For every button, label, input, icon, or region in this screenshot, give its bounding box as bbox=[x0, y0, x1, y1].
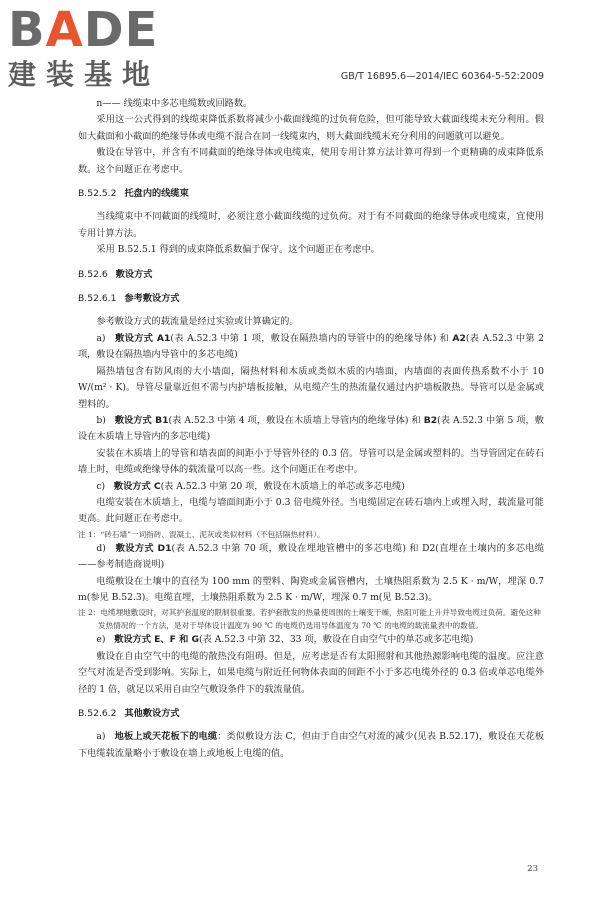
list-item bbox=[78, 413, 544, 446]
section-heading bbox=[78, 186, 544, 202]
brand-logo bbox=[8, 4, 198, 92]
section-heading bbox=[78, 291, 544, 307]
list-marker: d) bbox=[96, 542, 106, 554]
paragraph: 电缆安装在木质墙上，电缆与墙面间距小于 0.3 倍电缆外径。当电缆固定在砖石墙内上或埋入时，载流量可能更高。此问题正在考虑中。 bbox=[78, 496, 544, 525]
list-marker: a) bbox=[96, 731, 106, 743]
list-marker: e) bbox=[96, 634, 106, 646]
logo-letter: B bbox=[8, 2, 46, 58]
paragraph: 采用 B.52.5.1 得到的成束降低系数偏于保守。这个问题正在考虑中。 bbox=[96, 244, 380, 256]
paragraph: 隔热墙包含有防风雨的大小墙面，隔热材料和木质或类似木质的内墙面，内墙面的表面传热系数不小于 10 W/(m² · K)。导管尽量靠近但不需与内护墙板接触，从电缆产生的热流量仅通过内护墙板散热。导管可以是金属或塑料的。 bbox=[78, 365, 544, 410]
section-title: 敷设方式 bbox=[115, 268, 153, 280]
list-text: (表 A.52.3 中第 1 项，敷设在隔热墙内的导管中的的绝缘导体) 和 bbox=[170, 332, 453, 344]
method-name: 敷设方式 D1 bbox=[115, 542, 172, 554]
section-number: B.52.6.1 bbox=[78, 293, 117, 305]
section-heading bbox=[78, 267, 544, 283]
section-number: B.52.6 bbox=[78, 268, 108, 280]
method-name: 地板上或天花板下的电缆 bbox=[114, 731, 218, 743]
method-name: 敷设方式 A1 bbox=[115, 332, 171, 344]
list-item bbox=[78, 632, 544, 648]
paragraph: 敷设在导管中，并含有不同截面的绝缘导体或电缆束，使用专用计算方法计算可得到一个更精确的成束降低系数。这个问题正在考虑中。 bbox=[78, 147, 544, 175]
section-number: B.52.5.2 bbox=[78, 188, 117, 200]
method-name: 敷设方式 E、F 和 G bbox=[114, 634, 200, 646]
list-marker: c) bbox=[96, 480, 106, 492]
list-marker: b) bbox=[96, 414, 106, 426]
standard-number: GB/T 16895.6—2014/IEC 60364-5-52:2009 bbox=[340, 71, 544, 82]
list-item bbox=[78, 479, 544, 495]
page-number: 23 bbox=[527, 864, 538, 874]
method-name: 敷设方式 B1 bbox=[114, 414, 169, 426]
paragraph: 当线缆束中不同截面的线缆时，必须注意小截面线缆的过负荷。对于有不同截面的绝缘导体或电缆束，宜使用专用计算方法。 bbox=[78, 211, 544, 239]
list-text: (表 A.52.3 中第 5 项，敷设在木质墙上导管内的多芯电缆) bbox=[78, 414, 544, 443]
method-name: A2 bbox=[452, 332, 466, 344]
logo-letter-accent: A bbox=[45, 2, 84, 58]
section-title: 其他敷设方式 bbox=[124, 708, 180, 719]
note: 注 2：电缆埋地敷设时，对其护套温度的限制很重要。若护套散发的热量使周围的土壤变干燥，热阻可能上升并导致电缆过负荷。避免这种发热情况的一个方法，是对于导体设计温度为 90 ℃ 的电缆仍选用导体温度为 70 ℃ 的电缆的载流量表中的数值。 bbox=[78, 608, 541, 631]
list-item bbox=[78, 729, 544, 762]
list-text: (表 A.52.3 中第 4 项，敷设在木质墙上导管内的绝缘导体) 和 bbox=[168, 414, 424, 426]
document-body bbox=[78, 96, 544, 762]
list-text: (表 A.52.3 中第 32、33 项，敷设在自由空气中的单芯或多芯电缆) bbox=[199, 634, 474, 646]
section-number: B.52.6.2 bbox=[78, 708, 117, 719]
list-item bbox=[78, 541, 544, 574]
list-text: ：类似敷设方法 C，但由于自由空气对流的减少(见表 B.52.17)，敷设在天花板下电缆载流量略小于敷设在墙上或地板上电缆的值。 bbox=[78, 731, 545, 759]
paragraph: 参考敷设方式的载流量是经过实验或计算确定的。 bbox=[96, 316, 299, 328]
note: 注 1：“砖石墙”一词指砖、混凝土、泥灰或类似材料（不包括隔热材料）。 bbox=[78, 529, 325, 539]
list-text: (表 A.52.3 中第 70 项，敷设在埋地管槽中的多芯电缆) 和 D2(直埋在土壤内的多芯电缆——参考制造商说明) bbox=[78, 542, 544, 571]
section-heading bbox=[78, 706, 544, 722]
list-item bbox=[78, 331, 544, 364]
paragraph: 安装在木质墙上的导管和墙表面的间距小于导管外径的 0.3 倍。导管可以是金属或塑料的。当导管固定在砖石墙上时，电缆或绝缘导体的载流量可以高一些。这个问题正在考虑中。 bbox=[78, 447, 544, 476]
section-title: 参考敷设方式 bbox=[124, 293, 180, 305]
list-marker: a) bbox=[96, 332, 106, 344]
method-name: 敷设方式 C bbox=[113, 480, 161, 492]
logo-chinese-text: 建装基地 bbox=[8, 58, 161, 91]
list-text: (表 A.52.3 中第 2 项，敷设在隔热墙内导管中的多芯电缆) bbox=[78, 332, 545, 361]
method-name: B2 bbox=[423, 414, 438, 426]
paragraph: 敷设在自由空气中的电缆的散热没有阻碍。但是，应考虑是否有太阳照射和其他热源影响电缆的温度。应注意空气对流是否受到影响。实际上，如果电缆与附近任何物体表面的间距不小于多芯电缆外径的 0.3 倍或单芯电缆外径的 1 倍，就足以采用自由空气敷设条件下的载流量值。 bbox=[78, 650, 544, 695]
paragraph: 电缆敷设在土壤中的直径为 100 mm 的塑料、陶瓷或金属管槽内，土壤热阻系数为 2.5 K · m/W，埋深 0.7 m(参见 B.52.3)。电缆直埋，土壤热阻系数为 2.5 K · m/W，埋深 0.7 m(见 B.52.3)。 bbox=[78, 575, 544, 603]
paragraph: n—— 线缆束中多芯电缆数或回路数。 bbox=[96, 98, 253, 109]
list-text: (表 A.52.3 中第 20 项，敷设在木质墙上的单芯或多芯电缆) bbox=[160, 480, 405, 492]
logo-wordmark bbox=[8, 4, 198, 56]
paragraph: 采用这一公式得到的线缆束降低系数将减少小截面线缆的过负荷危险，但可能导致大截面线缆未充分利用。假如大截面和小截面的绝缘导体或电缆不混合在同一线缆束内，则大截面线缆未充分利用的问题就可以避免。 bbox=[78, 114, 544, 142]
section-title: 托盘内的线缆束 bbox=[124, 188, 189, 200]
logo-letter: DE bbox=[83, 2, 159, 58]
